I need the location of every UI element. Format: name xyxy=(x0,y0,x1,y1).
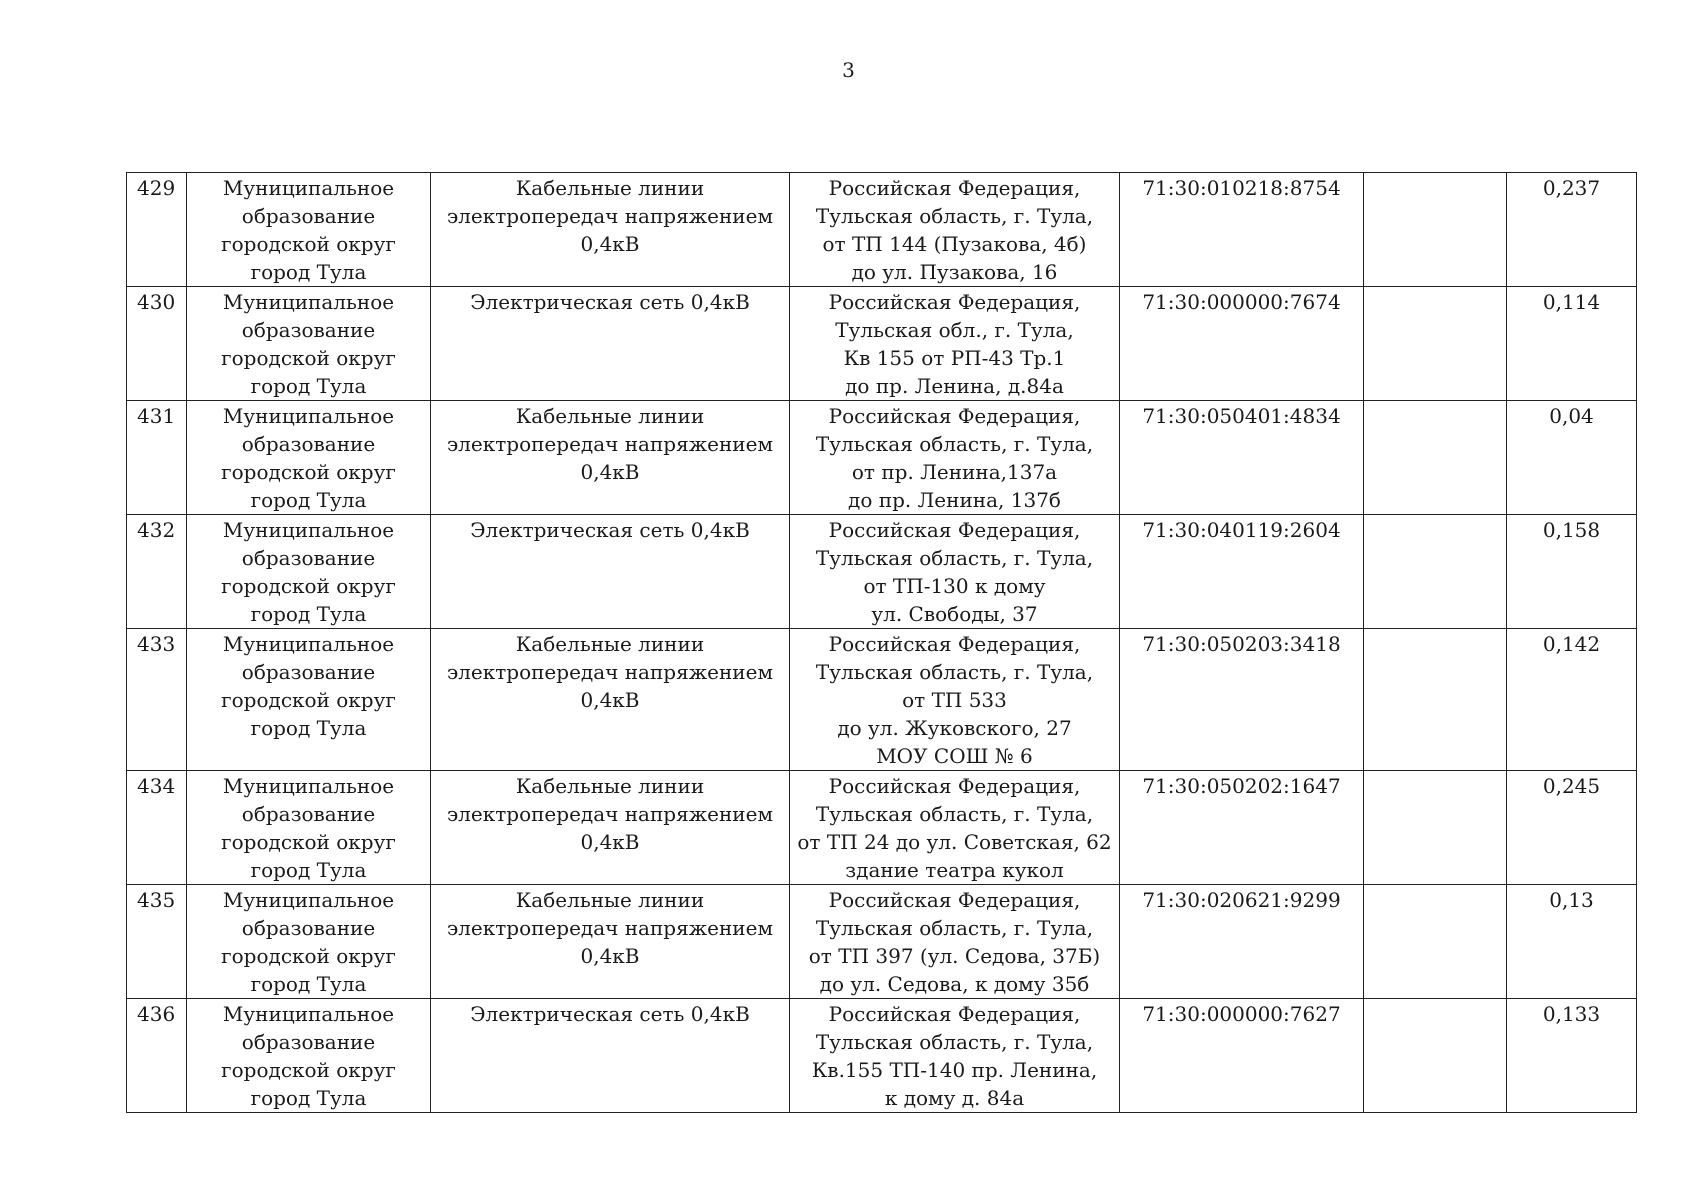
empty-cell xyxy=(1364,999,1507,1113)
owner-cell: Муниципальное образование городской округ город Тула xyxy=(187,287,431,401)
cadastral-number-cell: 71:30:040119:2604 xyxy=(1120,515,1364,629)
cadastral-number-cell: 71:30:010218:8754 xyxy=(1120,173,1364,287)
length-cell: 0,142 xyxy=(1507,629,1637,771)
table-row xyxy=(127,173,1637,287)
address-cell: Российская Федерация, Тульская область, г. Тула, от ТП 397 (ул. Седова, 37Б) до ул. Седова, к дому 35б xyxy=(790,885,1120,999)
object-name-cell: Кабельные линии электропередач напряжением 0,4кВ xyxy=(431,173,790,287)
cadastral-number-cell: 71:30:050203:3418 xyxy=(1120,629,1364,771)
length-cell: 0,158 xyxy=(1507,515,1637,629)
row-number-cell: 431 xyxy=(127,401,187,515)
object-name-cell: Кабельные линии электропередач напряжением 0,4кВ xyxy=(431,771,790,885)
address-cell: Российская Федерация, Тульская область, г. Тула, от ТП-130 к дому ул. Свободы, 37 xyxy=(790,515,1120,629)
table-row xyxy=(127,401,1637,515)
address-cell: Российская Федерация, Тульская обл., г. Тула, Кв 155 от РП-43 Тр.1 до пр. Ленина, д.84а xyxy=(790,287,1120,401)
object-name-cell: Электрическая сеть 0,4кВ xyxy=(431,287,790,401)
owner-cell: Муниципальное образование городской округ город Тула xyxy=(187,173,431,287)
address-cell: Российская Федерация, Тульская область, г. Тула, от пр. Ленина,137а до пр. Ленина, 137б xyxy=(790,401,1120,515)
empty-cell xyxy=(1364,885,1507,999)
owner-cell: Муниципальное образование городской округ город Тула xyxy=(187,771,431,885)
table-row xyxy=(127,515,1637,629)
cadastral-number-cell: 71:30:000000:7627 xyxy=(1120,999,1364,1113)
length-cell: 0,245 xyxy=(1507,771,1637,885)
address-cell: Российская Федерация, Тульская область, г. Тула, от ТП 144 (Пузакова, 4б) до ул. Пузакова, 16 xyxy=(790,173,1120,287)
row-number-cell: 434 xyxy=(127,771,187,885)
registry-table xyxy=(126,172,1637,1113)
row-number-cell: 430 xyxy=(127,287,187,401)
address-cell: Российская Федерация, Тульская область, г. Тула, от ТП 24 до ул. Советская, 62 здание театра кукол xyxy=(790,771,1120,885)
table-row xyxy=(127,629,1637,771)
length-cell: 0,13 xyxy=(1507,885,1637,999)
owner-cell: Муниципальное образование городской округ город Тула xyxy=(187,515,431,629)
owner-cell: Муниципальное образование городской округ город Тула xyxy=(187,885,431,999)
row-number-cell: 436 xyxy=(127,999,187,1113)
length-cell: 0,04 xyxy=(1507,401,1637,515)
table-row xyxy=(127,999,1637,1113)
address-cell: Российская Федерация, Тульская область, г. Тула, от ТП 533 до ул. Жуковского, 27 МОУ СОШ № 6 xyxy=(790,629,1120,771)
length-cell: 0,237 xyxy=(1507,173,1637,287)
length-cell: 0,114 xyxy=(1507,287,1637,401)
table-row xyxy=(127,287,1637,401)
object-name-cell: Электрическая сеть 0,4кВ xyxy=(431,515,790,629)
row-number-cell: 432 xyxy=(127,515,187,629)
empty-cell xyxy=(1364,515,1507,629)
address-cell: Российская Федерация, Тульская область, г. Тула, Кв.155 ТП-140 пр. Ленина, к дому д. 84а xyxy=(790,999,1120,1113)
empty-cell xyxy=(1364,401,1507,515)
row-number-cell: 435 xyxy=(127,885,187,999)
cadastral-number-cell: 71:30:020621:9299 xyxy=(1120,885,1364,999)
page-number: 3 xyxy=(842,58,855,82)
table-row xyxy=(127,771,1637,885)
cadastral-number-cell: 71:30:050401:4834 xyxy=(1120,401,1364,515)
cadastral-number-cell: 71:30:050202:1647 xyxy=(1120,771,1364,885)
object-name-cell: Кабельные линии электропередач напряжением 0,4кВ xyxy=(431,885,790,999)
object-name-cell: Кабельные линии электропередач напряжением 0,4кВ xyxy=(431,401,790,515)
row-number-cell: 433 xyxy=(127,629,187,771)
owner-cell: Муниципальное образование городской округ город Тула xyxy=(187,401,431,515)
length-cell: 0,133 xyxy=(1507,999,1637,1113)
owner-cell: Муниципальное образование городской округ город Тула xyxy=(187,629,431,771)
cadastral-number-cell: 71:30:000000:7674 xyxy=(1120,287,1364,401)
object-name-cell: Электрическая сеть 0,4кВ xyxy=(431,999,790,1113)
empty-cell xyxy=(1364,771,1507,885)
empty-cell xyxy=(1364,173,1507,287)
row-number-cell: 429 xyxy=(127,173,187,287)
empty-cell xyxy=(1364,629,1507,771)
owner-cell: Муниципальное образование городской округ город Тула xyxy=(187,999,431,1113)
object-name-cell: Кабельные линии электропередач напряжением 0,4кВ xyxy=(431,629,790,771)
table-row xyxy=(127,885,1637,999)
empty-cell xyxy=(1364,287,1507,401)
